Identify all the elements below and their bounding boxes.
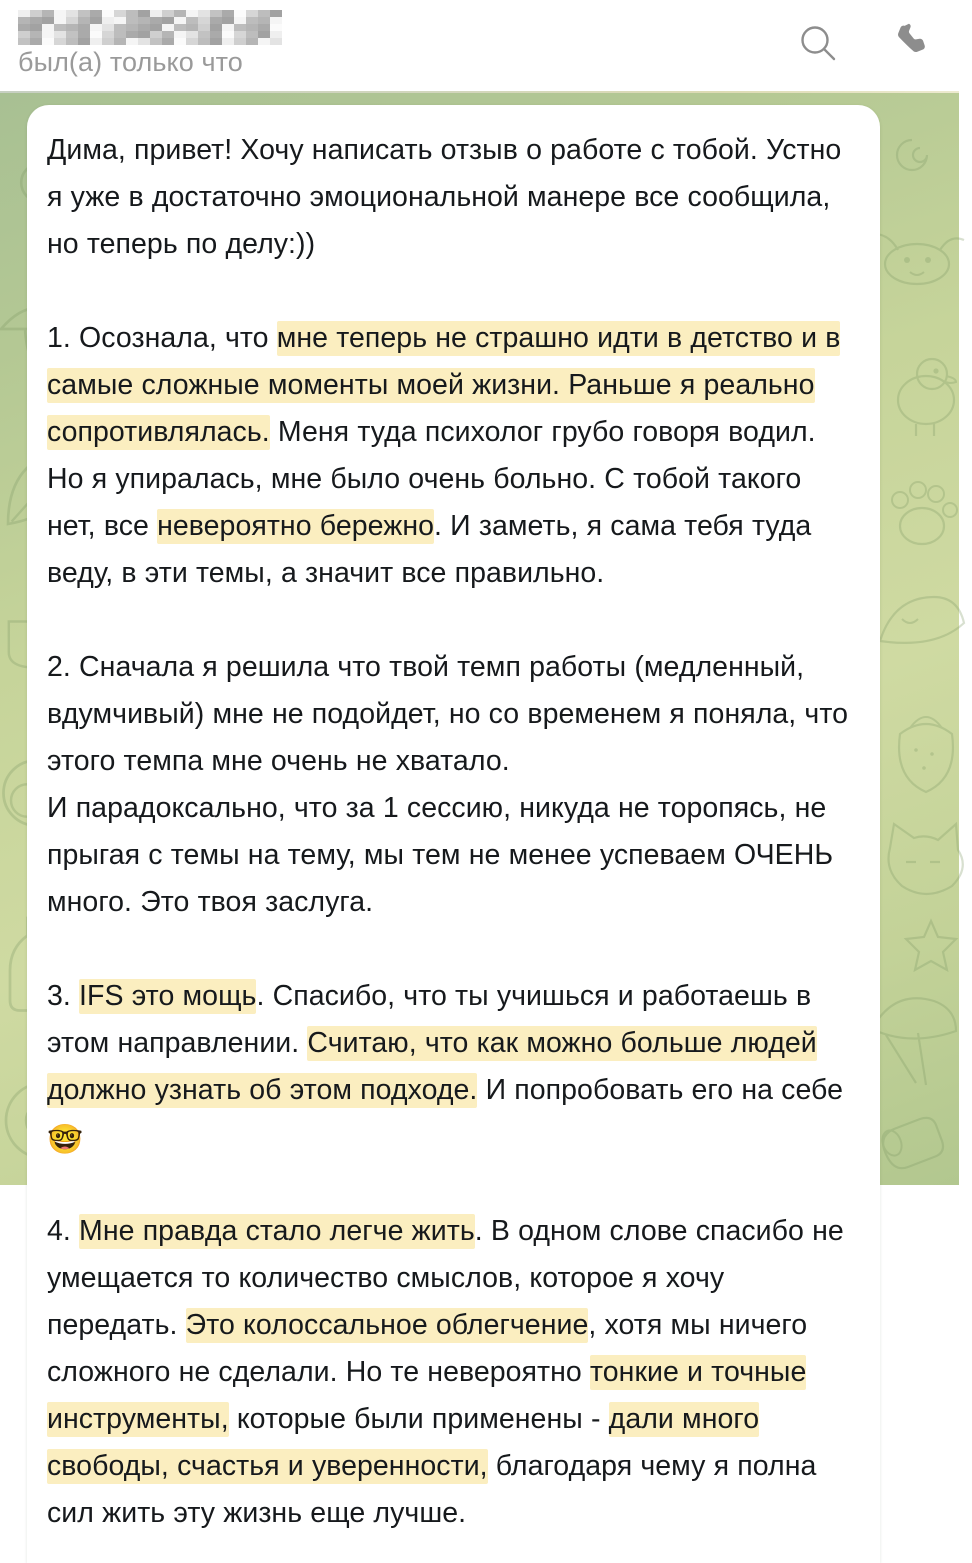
plain-text: И попробовать его на себе [477,1074,844,1106]
cat-face-doodle [868,808,968,913]
star-doodle [900,913,962,975]
search-button[interactable] [795,22,841,68]
paragraph-spacer [47,926,854,973]
fish-doodle [866,571,971,676]
message-paragraph-intro [47,127,854,268]
message-paragraph-point-4 [47,1208,854,1537]
highlighted-text: тонкие и точные инструменты, [47,1356,807,1435]
highlighted-text: Мне правда стало легче жить [79,1215,475,1247]
highlighted-text: Это колоссальное облегчение [185,1309,589,1341]
message-paragraph-point-2b [47,785,854,926]
contact-name-redacted[interactable] [18,10,282,44]
plain-text: И парадоксально, что за 1 сессию, никуда не торопясь, не прыгая с темы на тему, мы тем не менее успеваем ОЧЕНЬ много. Это твоя заслуга. [47,792,834,918]
spiral-doodle-right [885,103,965,193]
highlighted-text: Считаю, что как можно больше людей должно узнать об этом подходе. [47,1027,817,1106]
chat-background [0,93,959,1529]
message-paragraph-point-1 [47,315,854,597]
paw-print-doodle [878,468,970,560]
plain-text: 4. [47,1215,80,1247]
plain-text: благодаря чему я полна сил жить эту жизнь еще лучше. [47,1450,817,1529]
plain-text: . В одном слове спасибо не умещается то количество смыслов, которое я хочу передать. [47,1215,844,1341]
nerd-face-emoji: 🤓 [47,1124,84,1156]
plain-text: . Спасибо, что ты учишься и работаешь в этом направлении. [47,980,812,1059]
plain-text: Дима, привет! Хочу написать отзыв о работе с тобой. Устно я уже в достаточно эмоциональной манере все сообщила, но теперь по делу:)) [47,134,842,260]
call-icon [893,22,935,69]
flashlight-doodle [870,1093,970,1183]
message-bubble[interactable] [27,105,880,1563]
highlighted-text: мне теперь не страшно идти в детство и в самые сложные моменты моей жизни. Раньше я реально сопротивлялась. [47,322,841,448]
message-text [47,127,854,1537]
paragraph-spacer [47,1161,854,1208]
duck-doodle [880,338,970,448]
paragraph-spacer [47,597,854,644]
plain-text: Меня туда психолог грубо говоря водил. Но я упиралась, мне было очень больно. С тобой такого нет, все [47,416,816,542]
call-button[interactable] [891,22,937,68]
plain-text: 2. Сначала я решила что твой темп работы (медленный, вдумчивый) мне не подойдет, но со временем я поняла, что этого темпа мне очень не хватало. [47,651,849,777]
highlighted-text: дали много свободы, счастья и уверенности, [47,1403,760,1482]
plain-text: . И заметь, я сама тебя туда веду, в эти темы, а значит все правильно. [47,510,812,589]
plain-text: 1. Осознала, что [47,322,277,354]
highlighted-text: невероятно бережно [157,510,435,542]
header-actions [795,22,937,68]
message-paragraph-point-3 [47,973,854,1161]
highlighted-text: IFS это мощь [79,980,257,1012]
plain-text: , хотя мы ничего сложного не сделали. Но те невероятно [47,1309,808,1388]
contact-status: был(а) только что [18,47,243,77]
plain-text: 3. [47,980,80,1012]
search-icon [796,21,840,70]
paragraph-spacer [47,268,854,315]
chat-header [0,0,959,93]
strawberry-doodle [880,688,972,798]
message-paragraph-point-2 [47,644,854,785]
plain-text: которые были применены - [228,1403,609,1435]
